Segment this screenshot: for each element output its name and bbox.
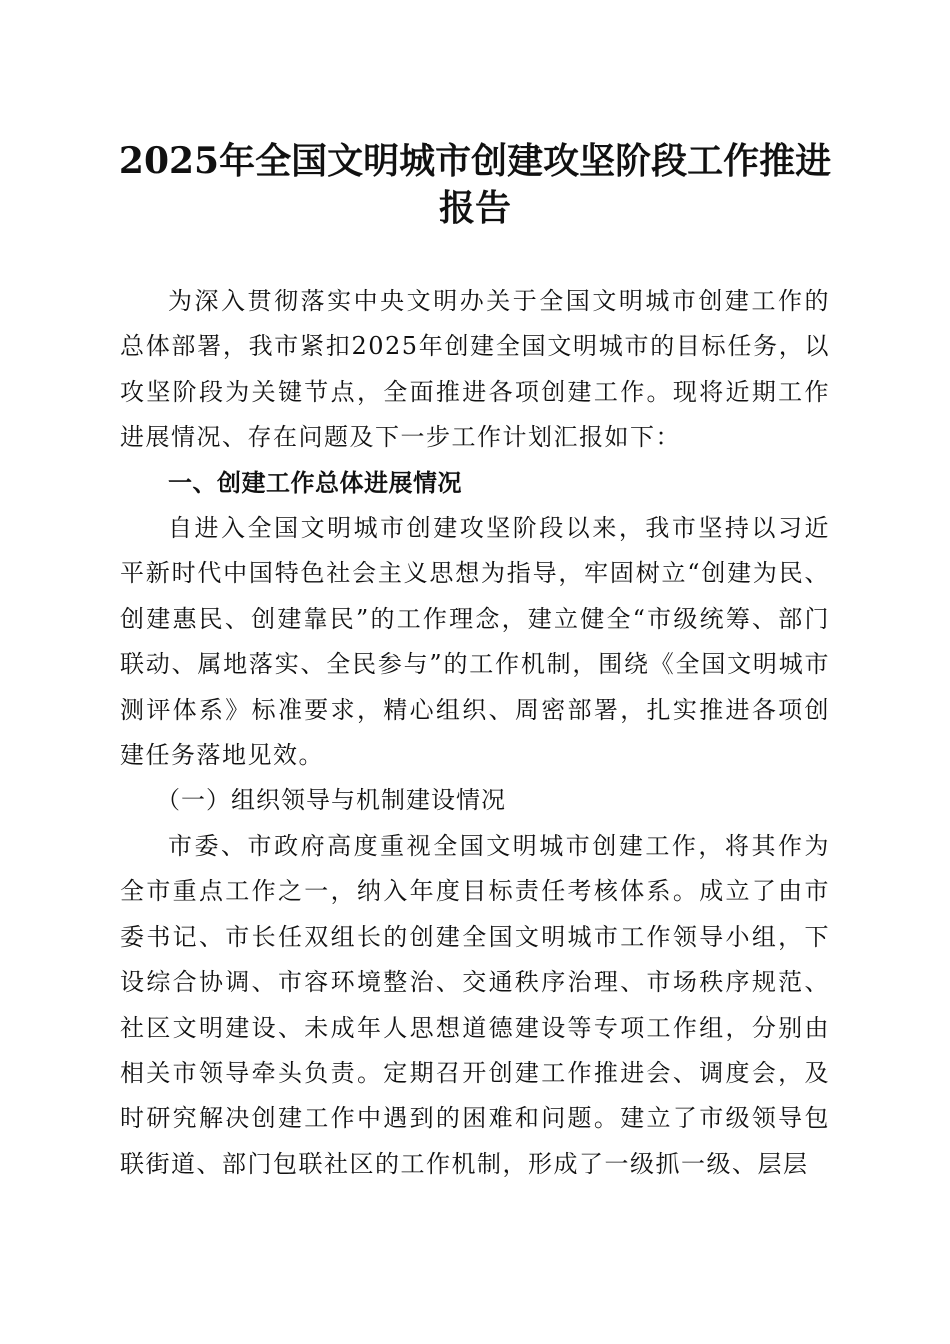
section-1-heading: 一、创建工作总体进展情况 (168, 468, 462, 497)
document-body (120, 279, 830, 1190)
subsection-1-heading: （一）组织领导与机制建设情况 (156, 786, 506, 815)
subsection-1-paragraph: 市委、市政府高度重视全国文明城市创建工作，将其作为全市重点工作之一，纳入年度目标责任考核体系。成立了由市委书记、市长任双组长的创建全国文明城市工作领导小组，下设综合协调、市容环境整治、交通秩序治理、市场秩序规范、社区文明建设、未成年人思想道德建设等专项工作组，分别由相关市领导牵头负责。定期召开创建工作推进会、调度会，及时研究解决创建工作中遇到的困难和问题。建立了市级领导包联街道、部门包联社区的工作机制，形成了一级抓一级、层层 (120, 831, 830, 1178)
document-title-line-1: 2025年全国文明城市创建攻坚阶段工作推进 (118, 140, 832, 182)
document-title-line-2: 报告 (438, 187, 511, 229)
page-text-clip (120, 824, 830, 1190)
section-1-paragraph: 自进入全国文明城市创建攻坚阶段以来，我市坚持以习近平新时代中国特色社会主义思想为指导，牢固树立“创建为民、创建惠民、创建靠民”的工作理念，建立健全“市级统筹、部门联动、属地落实、全民参与”的工作机制，围绕《全国文明城市测评体系》标准要求，精心组织、周密部署，扎实推进各项创建任务落地见效。 (120, 514, 830, 770)
intro-paragraph: 为深入贯彻落实中央文明办关于全国文明城市创建工作的总体部署，我市紧扣2025年创建全国文明城市的目标任务，以攻坚阶段为关键节点，全面推进各项创建工作。现将近期工作进展情况、存在问题及下一步工作计划汇报如下： (120, 287, 830, 452)
